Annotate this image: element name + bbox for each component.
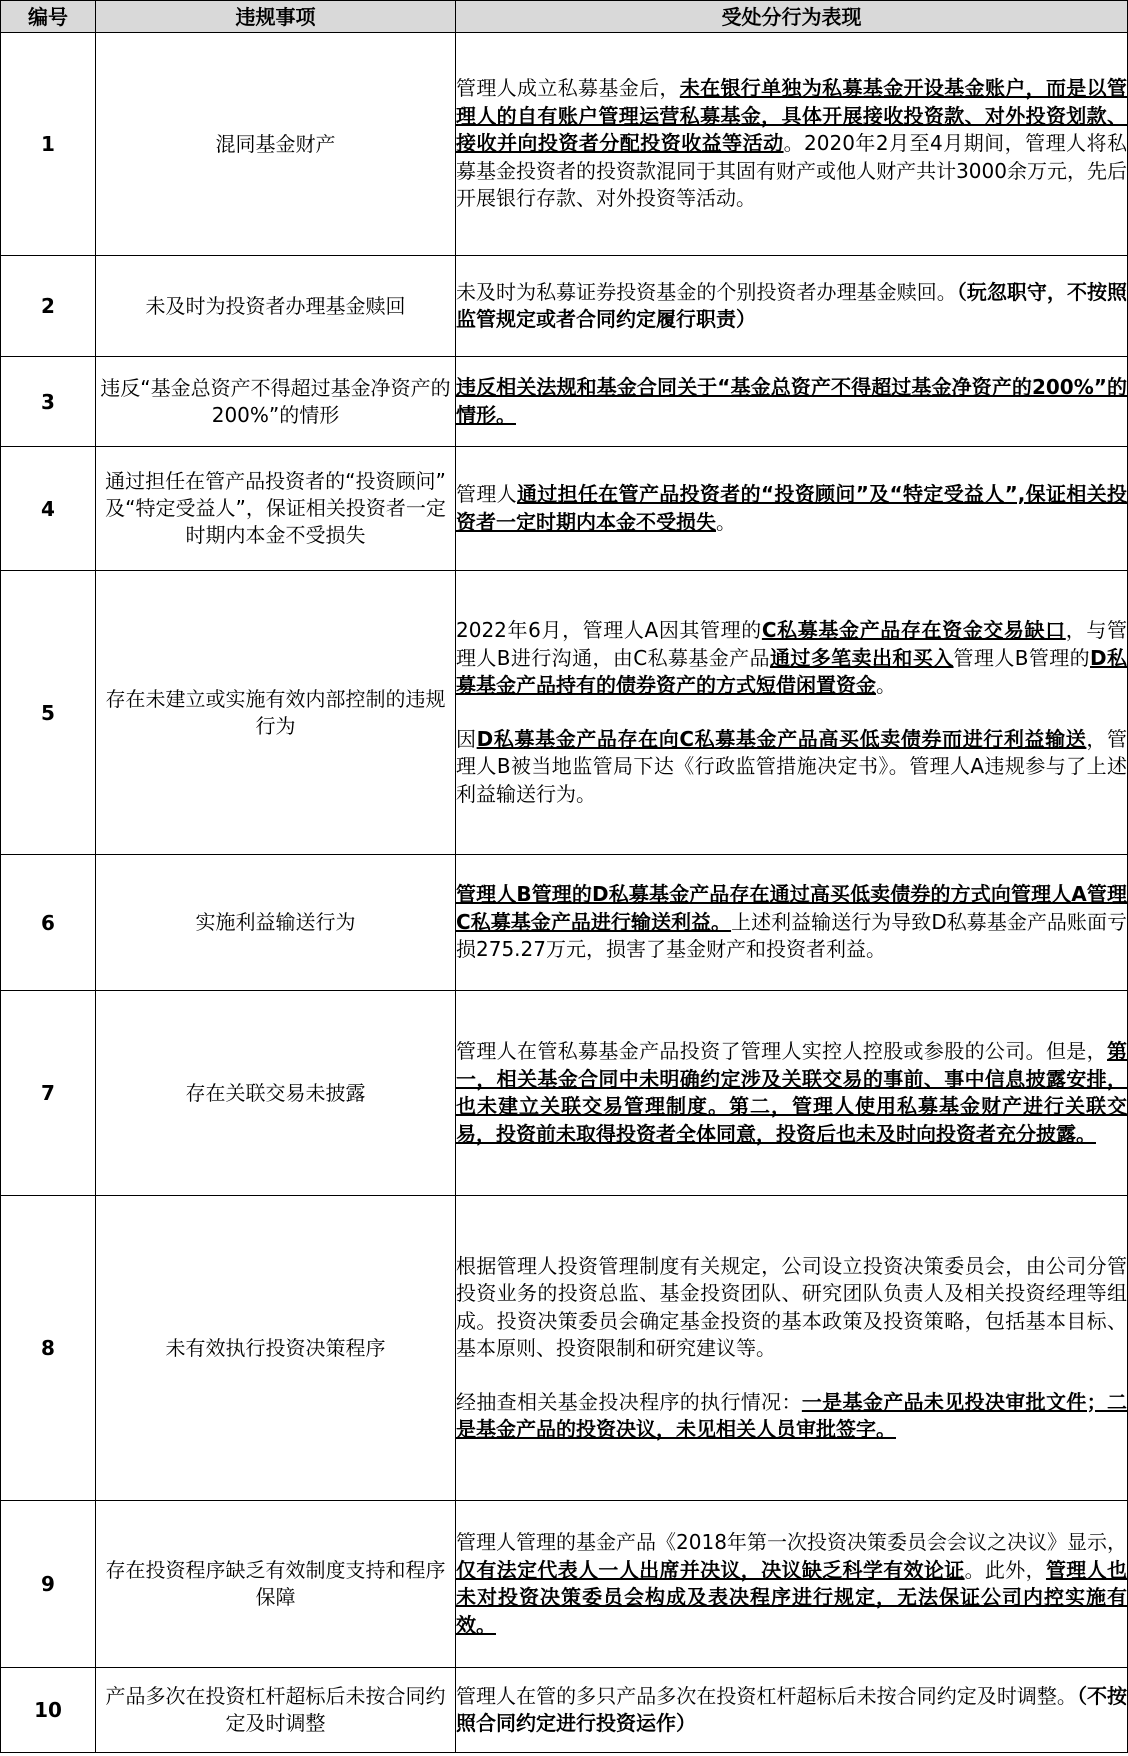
emphasized-text: 违反相关法规和基金合同关于“基金总资产不得超过基金净资产的200%”的情形。 [456, 375, 1127, 427]
plain-text: 管理人在管的多只产品多次在投资杠杆超标后未按合同约定及时调整。 [456, 1683, 1077, 1708]
description-paragraph [456, 374, 1127, 429]
plain-text: 。 [716, 509, 736, 534]
behavior-description [456, 33, 1128, 256]
plain-text: 。 [876, 673, 896, 697]
plain-text: 管理人B管理的 [953, 645, 1091, 670]
description-paragraph [456, 1389, 1127, 1444]
description-paragraph [456, 1253, 1127, 1363]
plain-text: 根据管理人投资管理制度有关规定，公司设立投资决策委员会，由公司分管投资业务的投资总监、基金投资团队、研究团队负责人及相关投资经理等组成。投资决策委员会确定基金投资的基本政策及投资策略，包括基本目标、基本原则、投资限制和研究建议等。 [456, 1253, 1127, 1360]
row-number: 5 [1, 571, 96, 855]
plain-text: 未及时为私募证券投资基金的个别投资者办理基金赎回。 [456, 279, 957, 304]
emphasized-text: D私募基金产品持有的债券资产的方式短借闲置资金 [456, 645, 1128, 697]
violation-item: 未有效执行投资决策程序 [96, 1196, 456, 1501]
emphasized-text: 未在银行单独为私募基金开设基金账户，而是以管理人的自有账户管理运营私募基金，具体开展接收投资款、对外投资划款、接收并向投资者分配投资收益等活动 [456, 76, 1127, 156]
bold-text: （玩忽职守，不按照监管规定或者合同约定履行职责） [456, 279, 1128, 331]
header-violation-item: 违规事项 [96, 1, 456, 33]
violation-item: 混同基金财产 [96, 33, 456, 256]
description-paragraph [456, 726, 1127, 809]
description-paragraph [456, 881, 1127, 964]
plain-text: 因 [456, 726, 477, 751]
emphasized-text: C私募基金产品存在资金交易缺口 [761, 618, 1066, 642]
description-paragraph [456, 1529, 1127, 1639]
table-header-row [1, 1, 1128, 33]
violation-item: 未及时为投资者办理基金赎回 [96, 256, 456, 357]
plain-text: 。2020年2月至4月期间，管理人将私募基金投资者的投资款混同于其固有财产或他人财产共计3000余万元，先后开展银行存款、对外投资等活动。 [456, 131, 1127, 211]
table-row [1, 357, 1128, 447]
behavior-description [456, 256, 1128, 357]
emphasized-text: 通过多笔卖出和买入 [769, 645, 954, 670]
behavior-description [456, 447, 1128, 571]
row-number: 4 [1, 447, 96, 571]
header-number: 编号 [1, 1, 96, 33]
emphasized-text: 一是基金产品未见投决审批文件；二是基金产品的投资决议，未见相关人员审批签字。 [456, 1389, 1127, 1441]
bold-text: （不按照合同约定进行投资运作） [456, 1683, 1128, 1735]
row-number: 1 [1, 33, 96, 256]
description-paragraph [456, 481, 1127, 536]
violation-item: 通过担任在管产品投资者的“投资顾问” 及“特定受益人”，保证相关投资者一定时期内本金不受损失 [96, 447, 456, 571]
plain-text: 管理人 [456, 482, 517, 506]
emphasized-text: 管理人B管理的D私募基金产品存在通过高买低卖债券的方式向管理人A管理C私募基金产品进行输送利益。 [456, 882, 1127, 934]
row-number: 7 [1, 991, 96, 1196]
behavior-description [456, 855, 1128, 991]
behavior-description [456, 1196, 1128, 1501]
behavior-description [456, 991, 1128, 1196]
description-paragraph [456, 617, 1127, 700]
row-number: 10 [1, 1668, 96, 1753]
description-paragraph [456, 1038, 1127, 1148]
plain-text: ，管理人B被当地监管局下达《行政监管措施决定书》。管理人A违规参与了上述利益输送行为。 [456, 726, 1128, 806]
row-number: 6 [1, 855, 96, 991]
plain-text: ，与管理人B进行沟通，由C私募基金产品 [456, 618, 1127, 670]
behavior-description [456, 571, 1128, 855]
plain-text: 2022年6月，管理人A因其管理的 [456, 618, 762, 642]
table-row [1, 33, 1128, 256]
emphasized-text: 管理人也未对投资决策委员会构成及表决程序进行规定，无法保证公司内控实施有效。 [456, 1557, 1127, 1637]
violation-item: 存在投资程序缺乏有效制度支持和程序保障 [96, 1501, 456, 1668]
row-number: 3 [1, 357, 96, 447]
plain-text: 上述利益输送行为导致D私募基金产品账面亏损275.27万元，损害了基金财产和投资者利益。 [456, 909, 1127, 962]
plain-text: 。此外， [964, 1557, 1046, 1582]
emphasized-text: 通过担任在管产品投资者的“投资顾问”及“特定受益人”,保证相关投资者一定时期内本金不受损失 [456, 482, 1127, 534]
violation-item: 存在未建立或实施有效内部控制的违规行为 [96, 571, 456, 855]
violation-item: 存在关联交易未披露 [96, 991, 456, 1196]
row-number: 8 [1, 1196, 96, 1501]
violation-item: 实施利益输送行为 [96, 855, 456, 991]
table-row [1, 571, 1128, 855]
plain-text: 管理人在管私募基金产品投资了管理人实控人控股或参股的公司。但是， [456, 1039, 1107, 1063]
behavior-description [456, 1668, 1128, 1753]
header-behavior: 受处分行为表现 [456, 1, 1128, 33]
violation-item: 产品多次在投资杠杆超标后未按合同约定及时调整 [96, 1668, 456, 1753]
table-row [1, 991, 1128, 1196]
table-row [1, 1196, 1128, 1501]
table-row [1, 1501, 1128, 1668]
table-row [1, 447, 1128, 571]
row-number: 9 [1, 1501, 96, 1668]
plain-text: 管理人成立私募基金后， [456, 76, 680, 101]
table-row [1, 256, 1128, 357]
plain-text: 经抽查相关基金投决程序的执行情况： [456, 1389, 802, 1414]
plain-text: 管理人管理的基金产品《2018年第一次投资决策委员会会议之决议》显示， [456, 1530, 1127, 1554]
table-row [1, 1668, 1128, 1753]
description-paragraph [456, 1683, 1127, 1738]
violation-item: 违反“基金总资产不得超过基金净资产的200%”的情形 [96, 357, 456, 447]
behavior-description [456, 357, 1128, 447]
emphasized-text: 仅有法定代表人一人出席并决议，决议缺乏科学有效论证 [456, 1557, 965, 1582]
description-paragraph [456, 279, 1127, 334]
emphasized-text: 第一，相关基金合同中未明确约定涉及关联交易的事前、事中信息披露安排，也未建立关联交易管理制度。第二，管理人使用私募基金财产进行关联交易，投资前未取得投资者全体同意，投资后也未及时向投资者充分披露。 [456, 1039, 1127, 1146]
row-number: 2 [1, 256, 96, 357]
description-paragraph [456, 75, 1127, 213]
emphasized-text: D私募基金产品存在向C私募基金产品高买低卖债券而进行利益输送 [476, 726, 1087, 751]
behavior-description [456, 1501, 1128, 1668]
table-row [1, 855, 1128, 991]
